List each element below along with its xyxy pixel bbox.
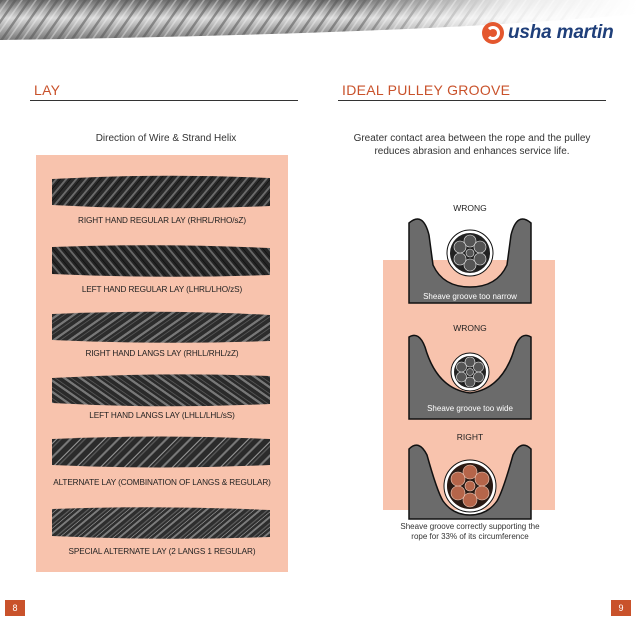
lay-label-special-alternate: SPECIAL ALTERNATE LAY (2 LANGS 1 REGULAR) — [68, 547, 256, 556]
sheave-correct-diagram — [405, 443, 535, 526]
rope-image-alternate — [50, 433, 272, 471]
rope-image-lhll — [50, 370, 272, 410]
pulley-intro-text: Greater contact area between the rope and the pulley reduces abrasion and enhances service life. — [353, 133, 591, 157]
sheave-caption-narrow: Sheave groove too narrow — [423, 292, 517, 301]
pulley-groove-heading: IDEAL PULLEY GROOVE — [342, 82, 511, 98]
sheave-caption-wide: Sheave groove too wide — [427, 404, 513, 413]
lay-types-panel — [36, 155, 288, 572]
lay-heading: LAY — [34, 82, 61, 98]
lay-heading-rule — [30, 100, 298, 101]
sheave-status-wide: WRONG — [453, 323, 487, 333]
lay-label-lhll: LEFT HAND LANGS LAY (LHLL/LHL/sS) — [89, 411, 235, 420]
lay-label-rhrl: RIGHT HAND REGULAR LAY (RHRL/RHO/sZ) — [78, 216, 246, 225]
sheave-caption-right: Sheave groove correctly supporting the rope for 33% of its circumference — [400, 522, 540, 541]
logo-mark-icon — [482, 22, 504, 44]
logo-text: usha martin — [508, 22, 614, 43]
lay-label-lhrl: LEFT HAND REGULAR LAY (LHRL/LHO/zS) — [81, 285, 243, 294]
rope-image-special-alternate — [50, 503, 272, 543]
sheave-status-right: RIGHT — [456, 432, 484, 442]
rope-image-rhll — [50, 307, 272, 347]
page-number-left: 8 — [5, 600, 25, 616]
lay-subtitle: Direction of Wire & Strand Helix — [95, 133, 237, 144]
rope-image-lhrl — [50, 241, 272, 281]
usha-martin-logo — [482, 20, 614, 46]
rope-image-rhrl — [50, 172, 272, 212]
lay-label-alternate: ALTERNATE LAY (COMBINATION OF LANGS & REGULAR) — [53, 478, 271, 487]
sheave-status-narrow: WRONG — [453, 203, 487, 213]
lay-label-rhll: RIGHT HAND LANGS LAY (RHLL/RHL/zZ) — [85, 349, 239, 358]
page-number-right: 9 — [611, 600, 631, 616]
pulley-heading-rule — [338, 100, 606, 101]
